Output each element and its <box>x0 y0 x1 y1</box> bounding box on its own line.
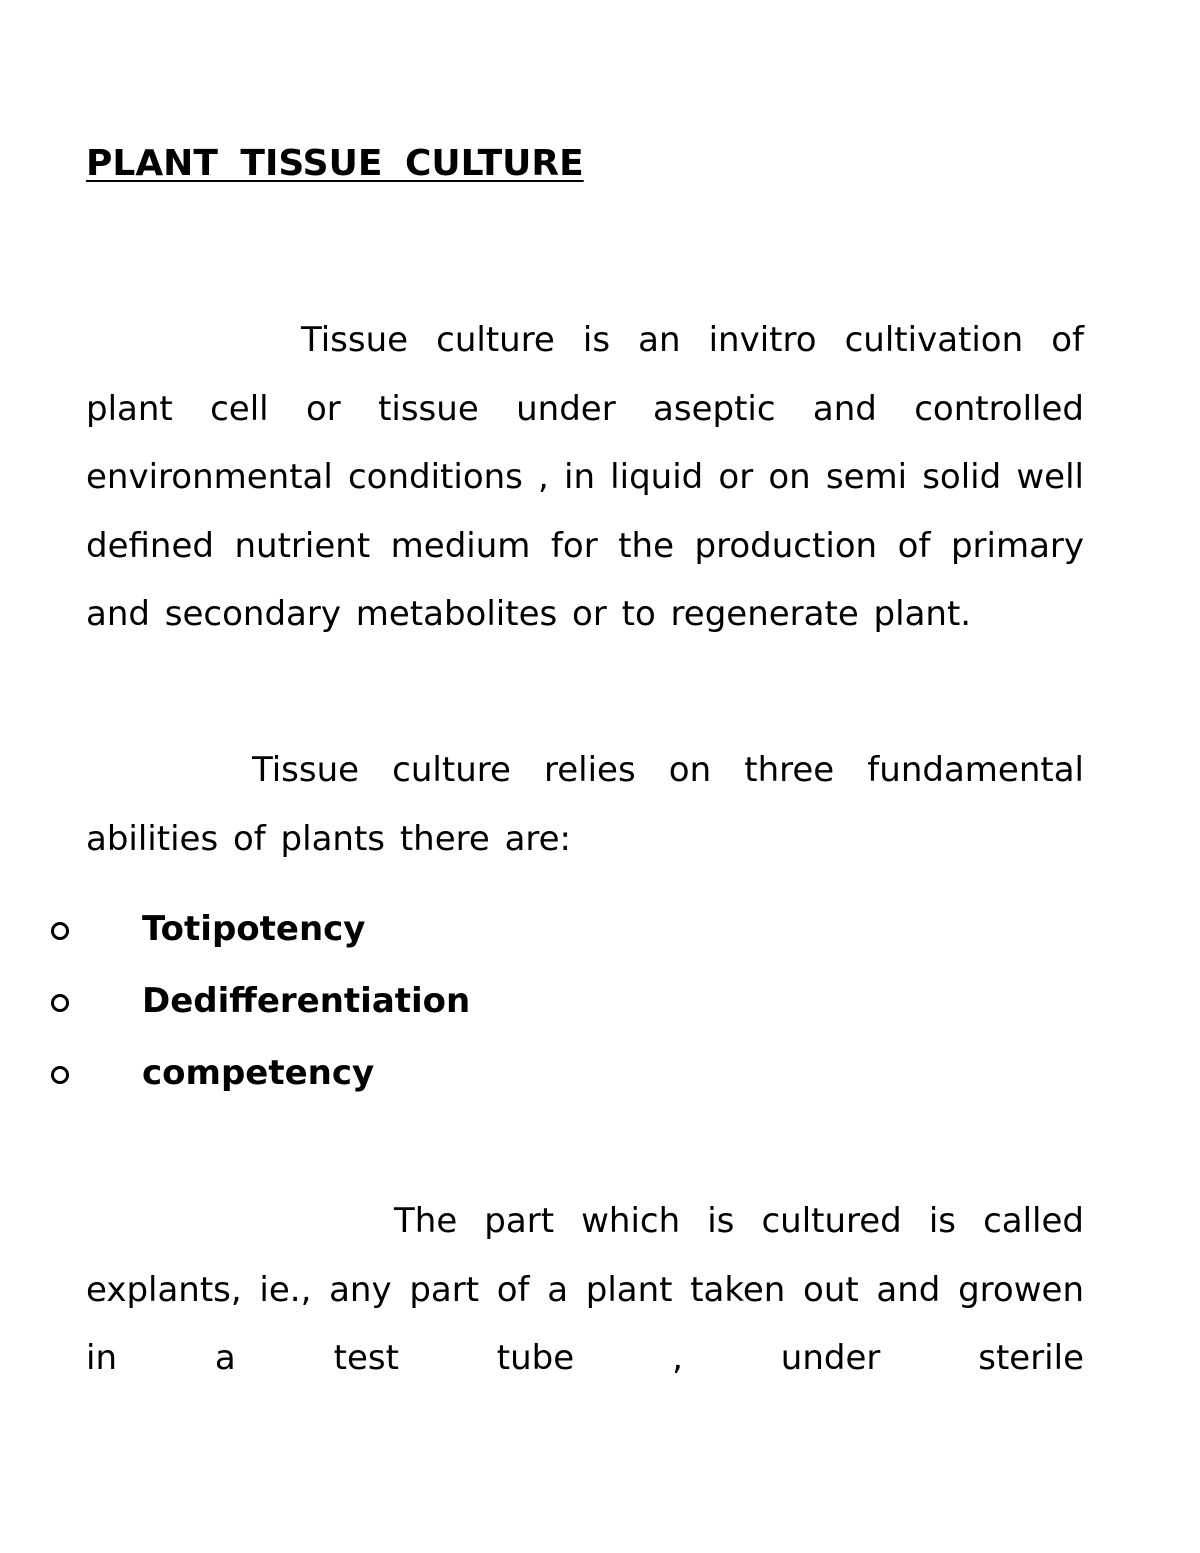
paragraph-explants: The part which is cultured is called explants, ie., any part of a plant taken out and growen in a test tube , under sterile <box>86 1201 1084 1379</box>
hollow-circle-bullet-icon <box>51 994 69 1012</box>
list-item-label: Dedifferentiation <box>142 981 471 1021</box>
paragraph-abilities-intro: Tissue culture relies on three fundamental abilities of plants there are: <box>86 750 1084 859</box>
hollow-circle-bullet-icon <box>51 1066 69 1084</box>
list-item-label: competency <box>142 1053 375 1093</box>
document-title: PLANT TISSUE CULTURE <box>86 143 584 184</box>
hollow-circle-bullet-icon <box>51 922 69 940</box>
paragraph-definition: Tissue culture is an invitro cultivation of plant cell or tissue under aseptic and controlled environmental conditions , in liquid or on semi solid well defined nutrient medium for the production of primary and secondary metabolites or to regenerate plant. <box>86 320 1084 635</box>
list-item-label: Totipotency <box>142 909 366 949</box>
